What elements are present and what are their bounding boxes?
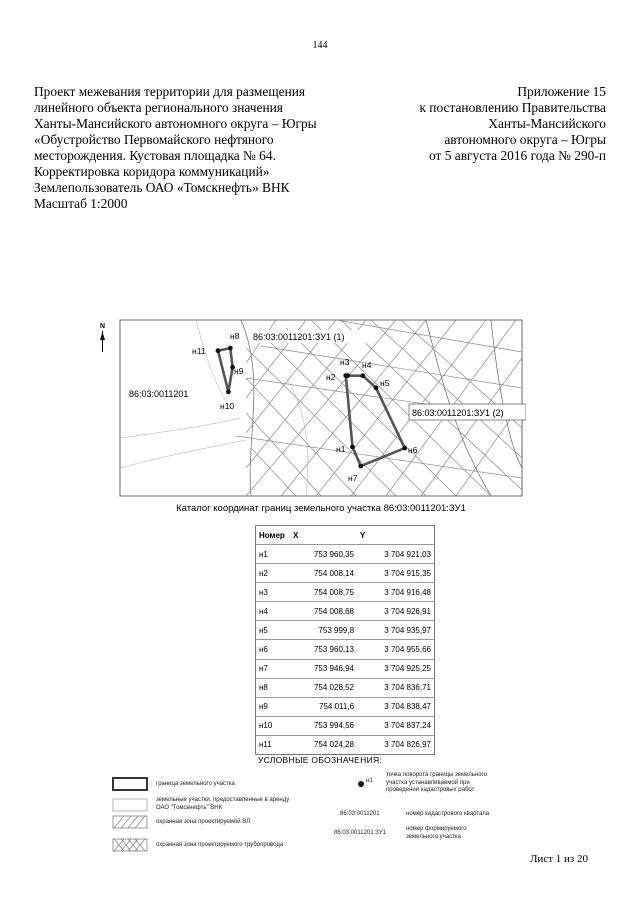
legend-parcel-label (406, 826, 467, 841)
table-row (256, 716, 435, 735)
point-cell: н8 (256, 678, 291, 697)
x-cell: 753 999,8 (290, 621, 357, 640)
legend-leased-line: земельные участки, предоставленные в аренду (156, 797, 290, 803)
y-cell: 3 704 838,47 (357, 697, 434, 716)
point-label: н5 (380, 378, 390, 388)
project-scale: Масштаб 1:2000 (34, 196, 128, 211)
sheet-number: Лист 1 из 20 (529, 853, 588, 865)
legend-vl-zone-label: охранная зона проектируемой ВЛ (156, 819, 251, 825)
point-label: н3 (340, 357, 350, 367)
point-cell: н3 (256, 583, 291, 602)
point-label: н8 (230, 331, 240, 341)
appendix-line: автономного округа – Югры (444, 132, 606, 147)
appendix-line: Приложение 15 (517, 84, 606, 99)
legend-pipeline-zone-label: охранная зона проектируемого трубопровода (156, 842, 284, 848)
x-cell: 754 028,52 (290, 678, 357, 697)
point-cell: н4 (256, 602, 291, 621)
project-title-line: «Обустройство Первомайского нефтяного (34, 132, 274, 147)
point-cell: н2 (256, 564, 291, 583)
table-row (256, 697, 435, 716)
x-cell: 753 994,56 (290, 716, 357, 735)
project-title-line: Проект межевания территории для размещения (34, 84, 306, 99)
appendix-line: к постановлению Правительства (419, 100, 606, 115)
point-label: н9 (234, 366, 244, 376)
legend-point-sample: н1 (366, 778, 373, 784)
legend-point-line: точка поворота границы земельного (386, 772, 487, 778)
point-label: н7 (348, 473, 358, 483)
table-row (256, 640, 435, 659)
y-cell: 3 704 921,03 (357, 545, 434, 564)
y-cell: 3 704 826,97 (357, 735, 434, 754)
legend-quarter-label: номер кадастрового квартала (406, 811, 490, 817)
project-title-line: линейного объекта регионального значения (34, 100, 283, 115)
legend-point-line: участка устанавливаемой при (386, 779, 470, 786)
x-cell: 754 008,75 (290, 583, 357, 602)
y-cell: 3 704 935,97 (357, 621, 434, 640)
legend-parcel-line: номер формируемого (406, 826, 467, 832)
cadastral-map (96, 318, 526, 500)
legend-quarter-sample: 86:03:0011201 (340, 811, 380, 817)
project-title-line: Землепользователь ОАО «Томскнефть» ВНК (34, 180, 290, 195)
legend-parcel-sample: 86:03:0011201:ЗУ1 (334, 830, 386, 836)
y-cell: 3 704 836,71 (357, 678, 434, 697)
quarter-label: 86:03:0011201 (129, 389, 189, 399)
appendix-header (366, 84, 606, 164)
x-cell: 753 946,94 (290, 659, 357, 678)
y-cell: 3 704 916,48 (357, 583, 434, 602)
table-row (256, 602, 435, 621)
column-header: X (293, 530, 299, 540)
north-arrow-icon (100, 323, 105, 352)
parcel-1-label: 86:03:0011201:ЗУ1 (1) (253, 332, 345, 342)
legend-leased-swatch (112, 798, 148, 812)
x-cell: 754 024,28 (290, 735, 357, 754)
north-label: N (100, 323, 106, 330)
page-number: 144 (312, 40, 328, 51)
appendix-line: Ханты-Мансийского (488, 116, 606, 131)
y-cell: 3 704 837,24 (357, 716, 434, 735)
table-header-row (256, 526, 435, 545)
project-title-line: месторождения. Кустовая площадка № 64. (34, 148, 276, 163)
x-cell: 754 008,68 (290, 602, 357, 621)
project-title-line: Корректировка коридора коммуникаций» (34, 164, 270, 179)
point-cell: н5 (256, 621, 291, 640)
legend-leased-line: ОАО "Томскнефть" ВНК (156, 804, 223, 811)
legend-pipeline-zone-swatch (112, 838, 148, 852)
x-cell: 753 960,13 (290, 640, 357, 659)
legend-point-dot-icon (357, 780, 365, 788)
point-cell: н1 (256, 545, 291, 564)
table-row (256, 583, 435, 602)
point-label: н4 (362, 360, 372, 370)
point-label: н1 (336, 444, 346, 454)
table-row (256, 735, 435, 754)
legend-parcel-line: земельного участка (406, 833, 461, 840)
x-cell: 754 011,6 (290, 697, 357, 716)
point-cell: н9 (256, 697, 291, 716)
point-label: н6 (408, 445, 418, 455)
point-label: н10 (220, 401, 235, 411)
legend-vl-zone-swatch (112, 815, 148, 829)
table-row (256, 564, 435, 583)
point-label: н2 (326, 372, 336, 382)
legend-point-label (386, 772, 487, 795)
appendix-line: от 5 августа 2016 года № 290-п (428, 148, 606, 163)
legend-parcel-border-swatch (112, 777, 148, 791)
project-title-line: Ханты-Мансийского автономного округа – Югры (34, 116, 317, 131)
x-cell: 754 008,14 (290, 564, 357, 583)
point-cell: н10 (256, 716, 291, 735)
table-row (256, 678, 435, 697)
catalog-title: Каталог координат границ земельного участка 86:03:0011201:ЗУ1 (176, 503, 466, 514)
table-row (256, 659, 435, 678)
point-cell: н6 (256, 640, 291, 659)
x-cell: 753 960,35 (290, 545, 357, 564)
point-cell: н11 (256, 735, 291, 754)
table-row (256, 621, 435, 640)
column-header: Y (360, 530, 366, 540)
project-title (34, 84, 374, 212)
legend-parcel-border-label: граница земельного участка (156, 781, 235, 787)
legend-leased-label (156, 797, 289, 812)
y-cell: 3 704 925,25 (357, 659, 434, 678)
y-cell: 3 704 915,35 (357, 564, 434, 583)
point-cell: н7 (256, 659, 291, 678)
point-label: н11 (192, 346, 206, 356)
y-cell: 3 704 926,91 (357, 602, 434, 621)
legend-title: УСЛОВНЫЕ ОБОЗНАЧЕНИЯ: (257, 755, 383, 765)
column-header: Номер (259, 530, 285, 540)
parcel-2-label: 86:03:0011201:ЗУ1 (2) (412, 408, 504, 418)
table-row (256, 545, 435, 564)
legend-point-line: проведении кадастровых работ (386, 787, 475, 793)
y-cell: 3 704 955,66 (357, 640, 434, 659)
coordinates-table (255, 525, 435, 755)
